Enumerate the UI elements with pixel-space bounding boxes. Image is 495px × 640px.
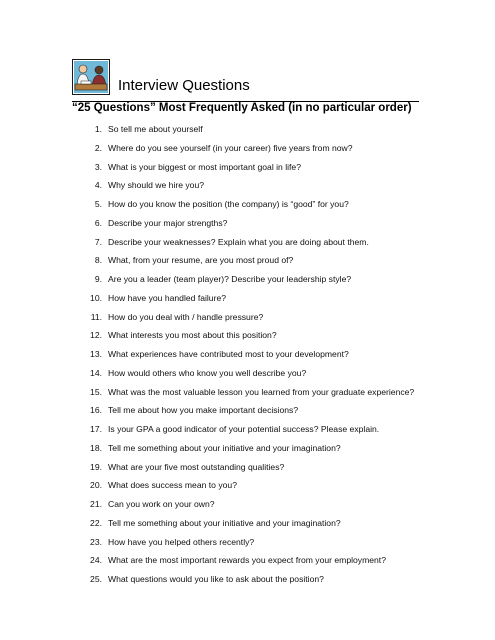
list-item [72,312,432,331]
question-text: What was the most valuable lesson you learned from your graduate experience? [108,386,415,397]
question-text: How have you handled failure? [108,292,227,303]
list-item [72,330,432,349]
question-text: How have you helped others recently? [108,536,255,547]
question-number: 6. [94,217,102,228]
question-number: 16. [90,405,102,416]
list-item [72,574,432,593]
question-number: 8. [94,255,102,266]
list-item [72,124,432,143]
list-item [72,237,432,256]
question-number: 17. [90,424,102,434]
question-text: What are your five most outstanding qualities? [108,461,285,472]
interview-clipart-icon [72,59,110,95]
question-number: 25. [90,574,102,584]
question-number: 14. [90,367,102,378]
question-number: 12. [90,330,102,341]
question-number: 20. [90,480,102,491]
list-item [72,462,432,481]
question-text: Describe your weaknesses? Explain what you are doing about them. [108,236,369,247]
list-item [72,180,432,199]
page-title: Interview Questions [118,77,250,94]
question-text: Is your GPA a good indicator of your potential success? Please explain. [108,424,380,434]
question-text: Tell me something about your initiative and your imagination? [108,442,341,453]
question-text: Can you work on your own? [108,499,215,509]
question-text: Where do you see yourself (in your career) five years from now? [108,142,353,153]
question-number: 21. [90,499,102,509]
question-number: 13. [90,349,102,359]
list-item [72,499,432,518]
question-number: 5. [94,199,102,209]
list-item [72,518,432,537]
question-text: What does success mean to you? [108,480,237,491]
question-text: Tell me about how you make important decisions? [108,405,299,416]
question-text: Are you a leader (team player)? Describe your leadership style? [108,274,352,284]
question-number: 9. [94,274,102,284]
question-text: Why should we hire you? [108,180,205,191]
question-text: What questions would you like to ask about the position? [108,574,324,584]
list-item [72,199,432,218]
list-item [72,480,432,499]
list-item [72,349,432,368]
question-number: 10. [90,292,102,303]
question-number: 11. [90,311,102,322]
list-item [72,293,432,312]
question-number: 19. [90,461,102,472]
question-text: So tell me about yourself [108,124,203,134]
question-number: 4. [94,180,102,191]
question-number: 23. [90,536,102,547]
question-text: Tell me something about your initiative and your imagination? [108,517,341,528]
question-number: 2. [94,142,102,153]
list-item [72,424,432,443]
question-number: 3. [94,161,102,172]
list-item [72,218,432,237]
question-list [72,124,432,593]
section-heading: “25 Questions” Most Frequently Asked (in no particular order) [72,102,412,114]
question-text: How do you know the position (the company) is “good” for you? [108,199,349,209]
list-item [72,368,432,387]
list-item [72,274,432,293]
question-number: 7. [94,236,102,247]
question-text: What interests you most about this position? [108,330,277,341]
list-item [72,387,432,406]
list-item [72,255,432,274]
question-text: How would others who know you well describe you? [108,367,307,378]
question-number: 15. [90,386,102,397]
question-number: 22. [90,517,102,528]
list-item [72,162,432,181]
list-item [72,443,432,462]
question-text: What is your biggest or most important goal in life? [108,161,301,172]
question-number: 18. [90,442,102,453]
question-text: What are the most important rewards you expect from your employment? [108,555,386,566]
list-item [72,405,432,424]
question-text: Describe your major strengths? [108,217,228,228]
question-number: 24. [90,555,102,566]
question-number: 1. [94,124,102,134]
question-text: What experiences have contributed most to your development? [108,349,349,359]
list-item [72,555,432,574]
list-item [72,537,432,556]
question-text: How do you deal with / handle pressure? [108,311,264,322]
list-item [72,143,432,162]
question-text: What, from your resume, are you most proud of? [108,255,294,266]
